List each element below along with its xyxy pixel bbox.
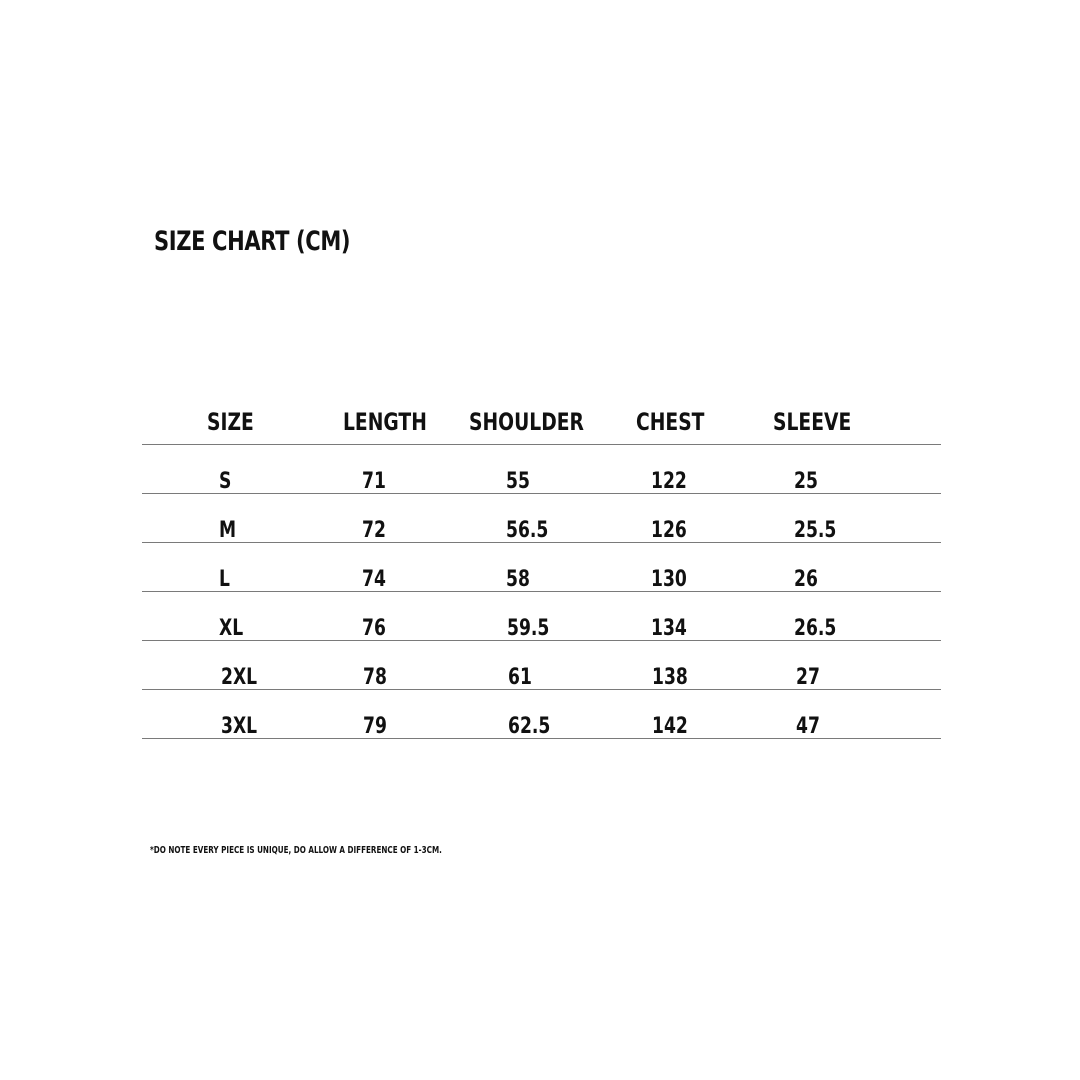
cell-size: L <box>219 567 230 592</box>
header-size: SIZE <box>207 408 254 436</box>
cell-length: 78 <box>363 665 387 690</box>
table-row <box>142 543 941 592</box>
cell-chest: 134 <box>651 616 687 641</box>
cell-size: M <box>219 518 237 543</box>
cell-chest: 130 <box>651 567 687 592</box>
cell-length: 72 <box>362 518 386 543</box>
footnote: *DO NOTE EVERY PIECE IS UNIQUE, DO ALLOW A DIFFERENCE OF 1-3CM. <box>150 845 442 856</box>
cell-sleeve: 26 <box>794 567 818 592</box>
header-shoulder: SHOULDER <box>469 408 584 436</box>
table-row <box>142 690 941 739</box>
cell-sleeve: 26.5 <box>794 616 837 641</box>
cell-shoulder: 58 <box>506 567 530 592</box>
header-sleeve: SLEEVE <box>773 408 852 436</box>
table-row <box>142 592 941 641</box>
cell-size: 2XL <box>221 665 258 690</box>
cell-shoulder: 59.5 <box>507 616 550 641</box>
table-header-row <box>142 400 941 445</box>
table-row <box>142 641 941 690</box>
cell-shoulder: 55 <box>506 469 530 494</box>
cell-chest: 126 <box>651 518 687 543</box>
cell-shoulder: 62.5 <box>508 714 551 739</box>
cell-shoulder: 61 <box>508 665 532 690</box>
cell-length: 74 <box>362 567 386 592</box>
cell-size: S <box>219 469 232 494</box>
cell-length: 79 <box>363 714 387 739</box>
cell-length: 71 <box>362 469 386 494</box>
table-row <box>142 445 941 494</box>
cell-size: 3XL <box>221 714 258 739</box>
cell-chest: 138 <box>652 665 688 690</box>
cell-sleeve: 27 <box>796 665 820 690</box>
header-chest: CHEST <box>636 408 705 436</box>
cell-sleeve: 47 <box>796 714 820 739</box>
cell-sleeve: 25.5 <box>794 518 837 543</box>
cell-sleeve: 25 <box>794 469 818 494</box>
table-row <box>142 494 941 543</box>
page-title: SIZE CHART (CM) <box>154 226 351 257</box>
cell-length: 76 <box>362 616 386 641</box>
cell-size: XL <box>219 616 244 641</box>
cell-shoulder: 56.5 <box>506 518 549 543</box>
cell-chest: 122 <box>651 469 687 494</box>
cell-chest: 142 <box>652 714 688 739</box>
header-length: LENGTH <box>343 408 427 436</box>
size-table <box>142 400 941 739</box>
